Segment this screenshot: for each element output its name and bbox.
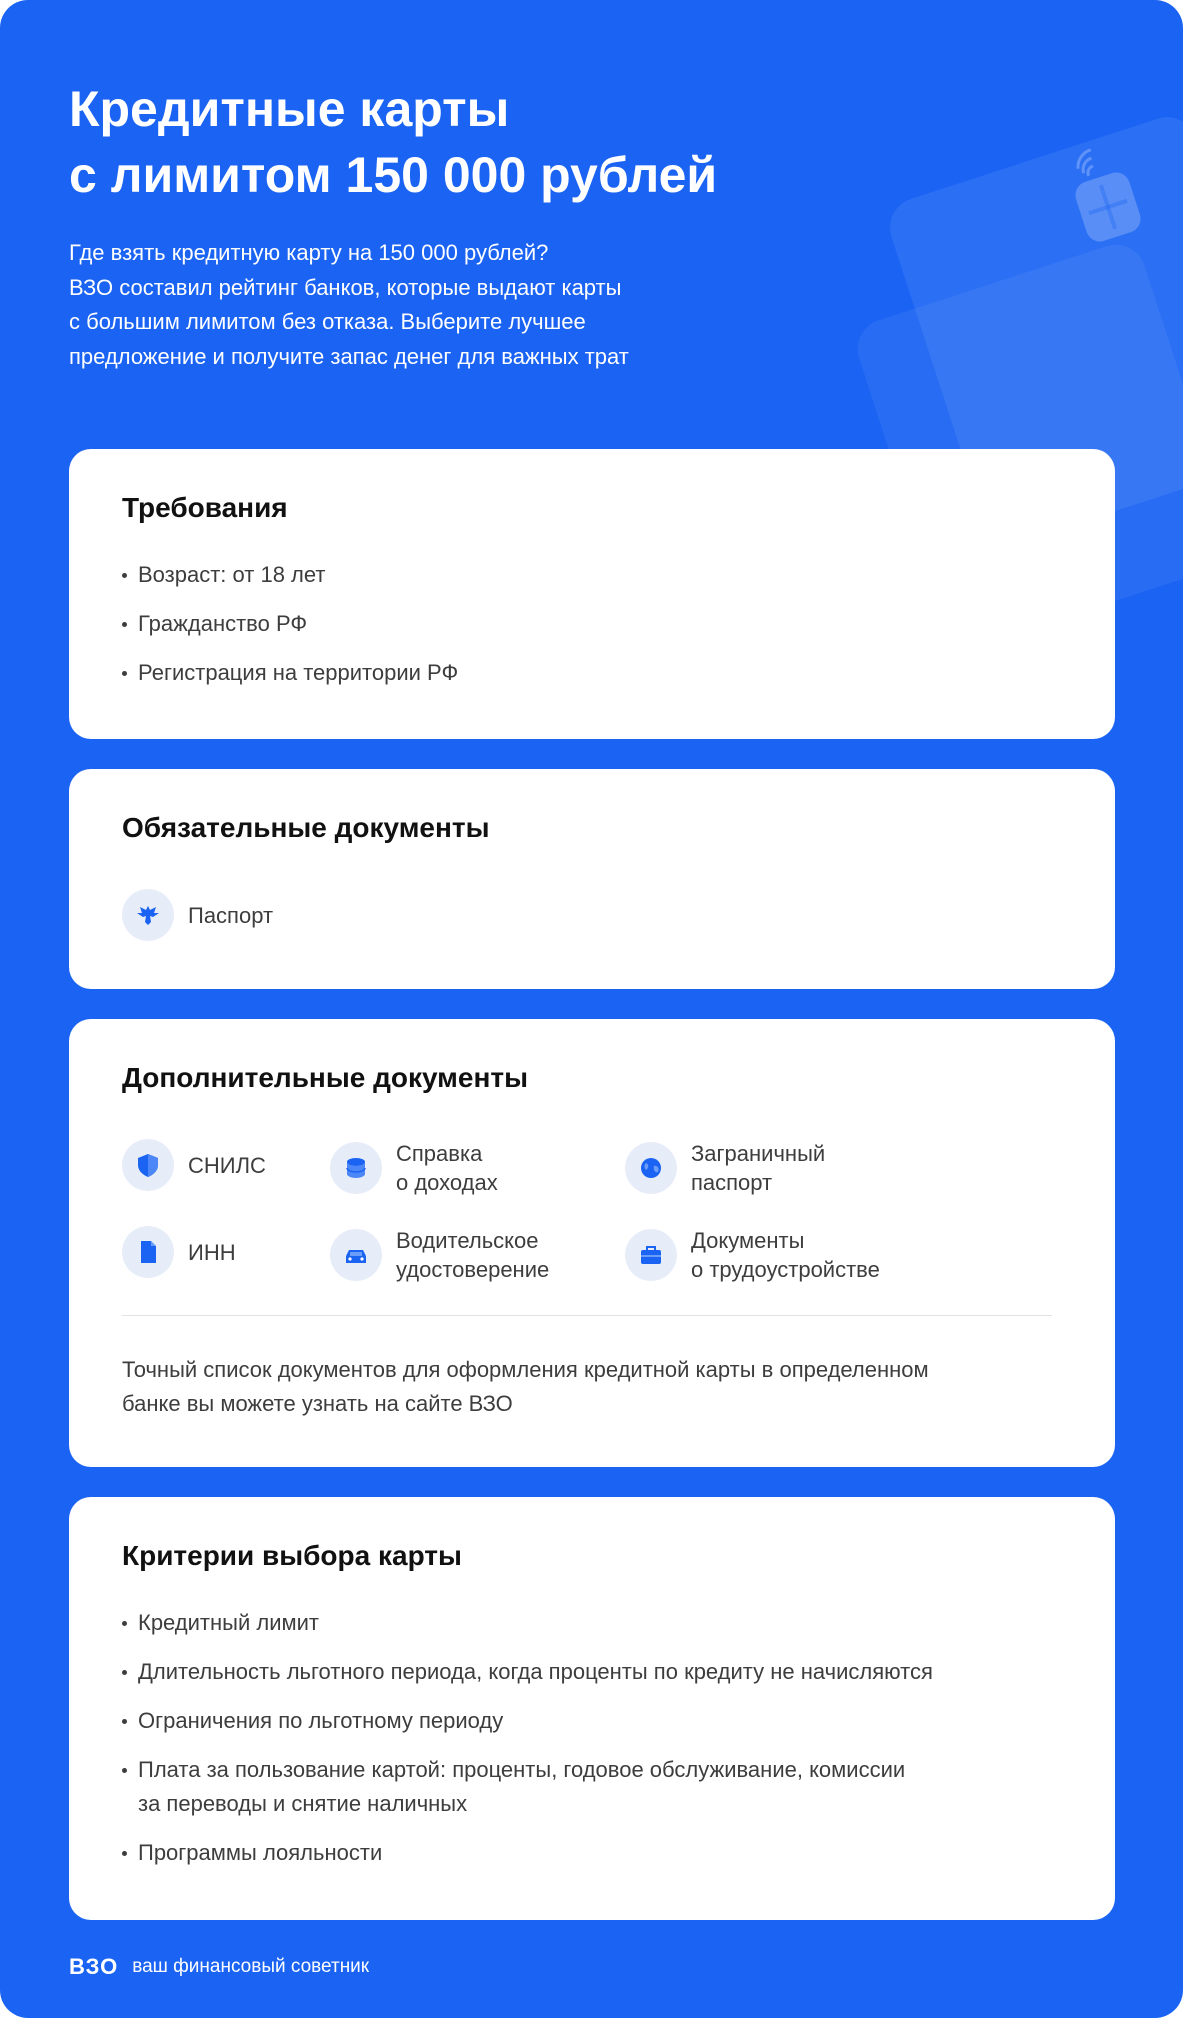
criteria-title: Критерии выбора карты (122, 1540, 462, 1571)
shield-icon (122, 1139, 174, 1191)
note-line: банке вы можете узнать на сайте ВЗО (122, 1391, 513, 1416)
doc-label: Заграничный паспорт (691, 1141, 826, 1195)
footer-tagline: ваш финансовый советник (132, 1956, 370, 1977)
page-title-line: Кредитные карты (69, 81, 510, 137)
doc-item-drivers-license (330, 1226, 549, 1284)
additional-docs-card (69, 1019, 1115, 1467)
doc-label: СНИЛС (188, 1152, 266, 1178)
list-item: Ограничения по льготному периоду (122, 1704, 933, 1738)
description-line: с большим лимитом без отказа. Выберите лучшее (69, 309, 586, 334)
doc-label: ИНН (188, 1239, 236, 1265)
doc-item-passport (122, 889, 273, 941)
criteria-list (122, 1606, 933, 1870)
requirements-list (122, 558, 458, 690)
doc-label: Справка о доходах (396, 1141, 498, 1195)
list-item: Программы лояльности (122, 1836, 933, 1870)
doc-item-foreign-passport (625, 1139, 825, 1197)
car-icon (330, 1229, 382, 1281)
document-icon (122, 1226, 174, 1278)
description-line: Где взять кредитную карту на 150 000 рублей? (69, 240, 549, 265)
briefcase-icon (625, 1229, 677, 1281)
globe-icon (625, 1142, 677, 1194)
description-line: предложение и получите запас денег для важных трат (69, 343, 629, 369)
footer (69, 1954, 369, 1980)
doc-item-employment-docs (625, 1226, 880, 1284)
list-item: Длительность льготного периода, когда проценты по кредиту не начисляются (122, 1655, 933, 1689)
list-item: Плата за пользование картой: проценты, годовое обслуживание, комиссии (122, 1753, 933, 1787)
list-item-continuation: за переводы и снятие наличных (138, 1791, 468, 1816)
doc-label: Водительское удостоверение (396, 1228, 550, 1282)
list-item: Возраст: от 18 лет (122, 558, 458, 592)
coins-icon (330, 1142, 382, 1194)
additional-docs-title: Дополнительные документы (122, 1062, 528, 1093)
list-item: Регистрация на территории РФ (122, 656, 458, 690)
criteria-card (69, 1497, 1115, 1920)
note-line: Точный список документов для оформления кредитной карты в определенном (122, 1357, 929, 1382)
page-title (69, 76, 889, 208)
requirements-card (69, 449, 1115, 739)
doc-item-inn (122, 1226, 236, 1278)
list-item: Гражданство РФ (122, 607, 458, 641)
page-title-line: с лимитом 150 000 рублей (69, 147, 718, 203)
eagle-emblem-icon (122, 889, 174, 941)
list-item: Кредитный лимит (122, 1606, 933, 1640)
documents-note (122, 1353, 1022, 1421)
mandatory-docs-title: Обязательные документы (122, 812, 490, 843)
requirements-title: Требования (122, 492, 288, 523)
doc-label: Документы о трудоустройстве (691, 1228, 880, 1282)
divider (122, 1315, 1052, 1316)
doc-label: Паспорт (188, 902, 274, 928)
page-description (69, 236, 749, 374)
vzo-logo: ВЗО (69, 1954, 119, 1979)
doc-item-snils (122, 1139, 266, 1191)
doc-item-income-statement (330, 1139, 498, 1197)
description-line: ВЗО составил рейтинг банков, которые выдают карты (69, 274, 622, 300)
mandatory-docs-card (69, 769, 1115, 989)
